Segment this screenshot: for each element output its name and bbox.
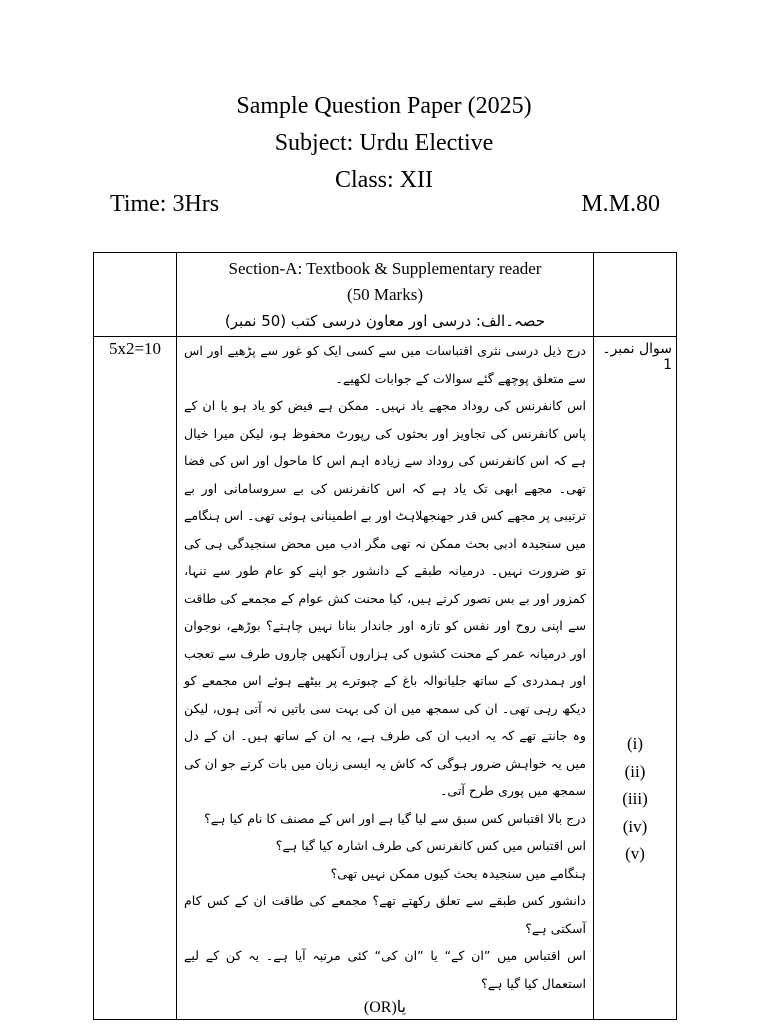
question-marks: 5x2=10 — [108, 339, 162, 358]
class-line: Class: XII — [335, 167, 433, 193]
marks-header-cell — [94, 253, 177, 337]
question-body-cell — [177, 337, 594, 1020]
paper-title: Sample Question Paper (2025) — [236, 93, 532, 119]
question-number: سوال نمبر۔1 — [602, 341, 672, 373]
subquestion-number: (ii) — [624, 761, 646, 781]
subquestion-text: دانشور کس طبقے سے تعلق رکھتے تھے؟ مجمعے کی طاقت ان کے کس کام آسکتی ہے؟ — [184, 893, 586, 936]
question-row — [94, 337, 677, 1020]
subject-line: Subject: Urdu Elective — [274, 130, 494, 156]
number-cell — [594, 337, 677, 1020]
number-header-cell — [594, 253, 677, 337]
section-header-row — [94, 253, 677, 337]
section-title-ur: حصہ۔الف: درسی اور معاون درسی کتب (50 نمبر) — [224, 312, 546, 330]
subquestion-number: (iv) — [622, 816, 648, 836]
subquestion-text: اس اقتباس میں ”ان کے“ یا ”ان کی“ کئی مرتبہ آیا ہے۔ یہ کن کے لیے استعمال کیا گیا ہے؟ — [184, 948, 586, 991]
subquestion-text: درج بالا اقتباس کس سبق سے لیا گیا ہے اور اس کے مصنف کا نام کیا ہے؟ — [204, 810, 586, 826]
subquestion-number: (v) — [625, 844, 645, 863]
subquestion-text: ہنگامے میں سنجیدہ بحث کیوں ممکن نہیں تھی؟ — [330, 865, 586, 881]
subquestion-numbers — [594, 373, 676, 868]
passage-text: اس کانفرنس کی روداد مجھے یاد نہیں۔ ممکن ہے فیض کو یاد ہو یا ان کے پاس کانفرنس کی تجاویز اور بحثوں کی رپورٹ محفوظ ہو، لیکن میرا خیال ہے کہ اس کانفرنس کی روداد سے زیادہ اہم اس کا ماحول اور اس کی فضا تھی۔ مجھے ابھی تک یاد ہے کہ اس کانفرنس کی بے سروسامانی اور بے ترتیبی پر مجھے کس قدر جھنجھلاہٹ اور بے اطمینانی ہوئی تھی۔ اس ہنگامے میں سنجیدہ ادبی بحث ممکن نہ تھی مگر ادب میں محض سنجیدگی ہی کی تو ضرورت نہیں۔ درمیانہ طبقے کے دانشور جو اپنے کو عام طور سے تنہا، کمزور اور بے بس تصور کرتے ہیں، کیا محنت کش عوام کے مجمعے کی طاقت سے اپنی روح اور نفس کو تازہ اور جاندار بنانا نہیں چاہتے؟ بوڑھے، نوجوان اور درمیانہ عمر کے محنت کشوں کی ہزاروں آنکھیں چاروں طرف سے تعجب اور ہمدردی کے ساتھ جلیانوالہ باغ کے چبوترے پر بیٹھے ہوئے اس مجمعے کو دیکھ رہی تھی۔ ان کی سمجھ میں ان کی بہت سی باتیں نہ آتی ہوں، لیکن وہ جانتے تھے کہ یہ ادیب ان کی طرف ہے، یہ ان کے ساتھ ہیں۔ ان کے دل میں یہ خواہش ضرور ہوگی کہ کاش یہ ایسی زبان میں بات کرتے جو ان کی سمجھ میں پوری طرح آتی۔ — [184, 398, 586, 798]
section-title-en: Section-A: Textbook & Supplementary reader — [228, 259, 542, 278]
subquestion-text: اس اقتباس میں کس کانفرنس کی طرف اشارہ کیا گیا ہے؟ — [275, 838, 586, 853]
max-marks-label: M.M.80 — [581, 191, 660, 217]
paper-header — [0, 88, 768, 199]
question-instruction: درج ذیل درسی نثری اقتباسات میں سے کسی ایک کو غور سے پڑھیے اور اس سے متعلق پوچھے گئے سوالات کے جوابات لکھیے۔ — [184, 343, 586, 386]
section-title-cell — [177, 253, 594, 337]
or-separator: یا(OR) — [363, 999, 407, 1016]
subquestion-number: (iii) — [622, 789, 648, 808]
marks-cell — [94, 337, 177, 1020]
question-table — [93, 252, 677, 1020]
section-marks-en: (50 Marks) — [346, 285, 423, 304]
time-label: Time: 3Hrs — [110, 191, 220, 217]
subquestion-number: (i) — [626, 734, 644, 753]
